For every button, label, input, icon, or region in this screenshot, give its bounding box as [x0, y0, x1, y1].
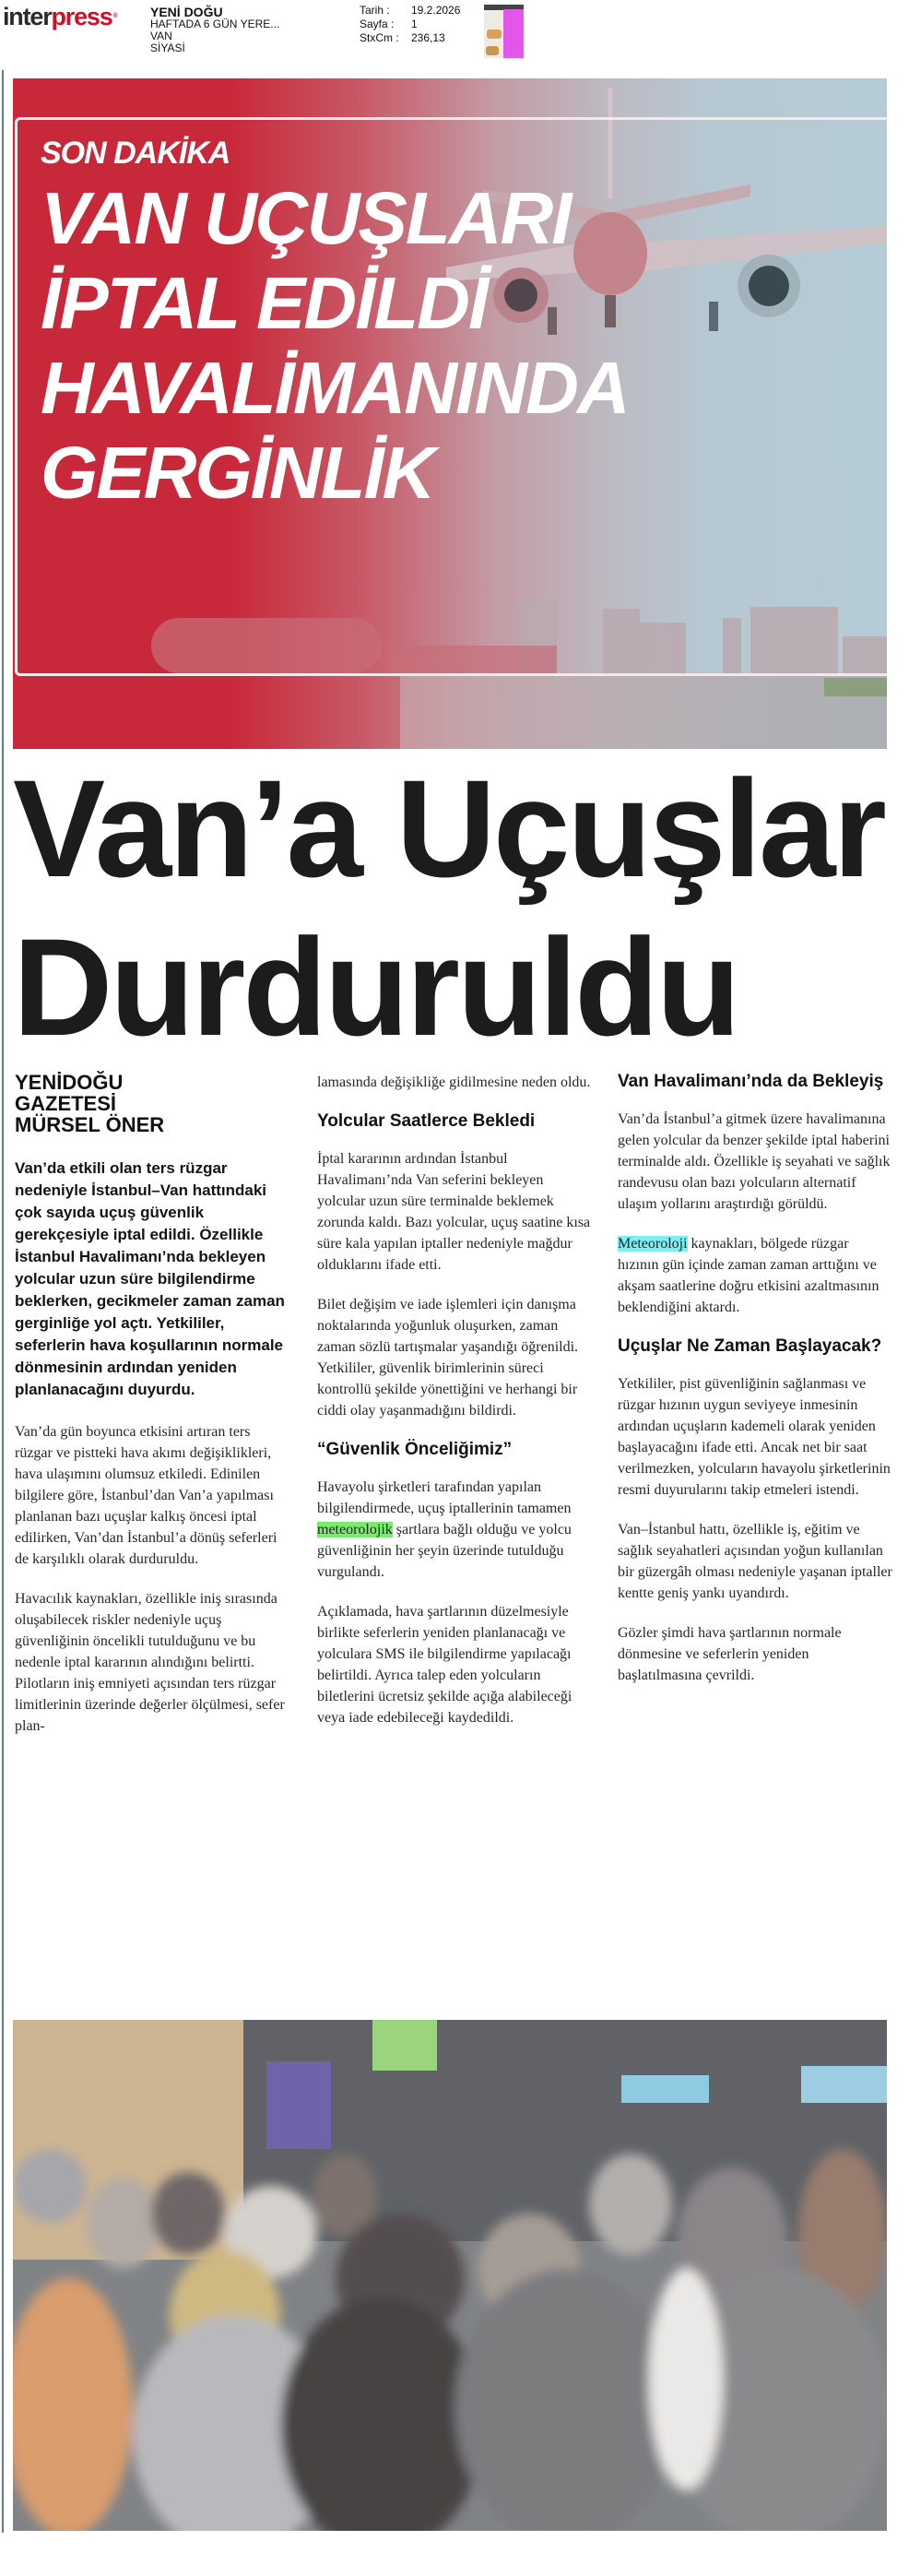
subheading-van-havalimani-bekleyis: Van Havalimanı’nda da Bekleyiş: [618, 1072, 884, 1091]
publication-category: SİYASİ: [150, 42, 185, 54]
paragraph: Yetkililer, pist güvenliğinin sağlanması ve rüzgar hızının uygun seviyeye inmesinin ardından uçuşların kademeli olarak yeniden başlayacağını ifade etti. Ancak net bir saat verilmezken, yolcuların havayolu şirketlerinin resmi duyurularını takip etmeleri istendi.: [618, 1376, 891, 1498]
hero-headline-line: İPTAL EDİLDİ: [41, 262, 488, 344]
page-thumbnail[interactable]: [484, 5, 524, 58]
paragraph: Van–İstanbul hattı, özellikle iş, eğitim ve sağlık seyahatleri açısından yoğun kullanılan bir güzergâh olması nedeniyle yaşanan iptaller kentte geniş yankı uyandırdı.: [618, 1522, 892, 1601]
hero-headline-line: GERGİNLİK: [41, 432, 434, 514]
article-column-1: [15, 1072, 289, 1755]
hero-headline-line: HAVALİMANINDA: [41, 347, 629, 429]
paragraph: Van’da gün boyunca etkisini artıran ters rüzgar ve pistteki hava akımı değişiklikleri, hava ulaşımını olumsuz etkiledi. Edinilen bilgilere göre, İstanbul’dan Van’a yapılması planlanan bazı uçuşlar kalkış öncesi iptal edilirken, Van’dan İstanbul’a dönüş seferleri de karşılıklı olarak durduruldu.: [15, 1424, 277, 1567]
paragraph: Meteoroloji kaynakları, bölgede rüzgar hızının gün içinde zaman zaman arttığını ve akşam saatlerine doğru etkisini azaltmasının beklendiğini aktardı.: [618, 1236, 879, 1315]
subheading-ucuslar-ne-zaman: Uçuşlar Ne Zaman Başlayacak?: [618, 1336, 882, 1356]
meta-stxcm: StxCm : 236,13: [360, 31, 445, 44]
article-column-2: [317, 1072, 592, 1747]
hero-image: [13, 78, 887, 749]
hero-text: [41, 134, 870, 516]
article-column-3: [618, 1072, 892, 1704]
paragraph: Havayolu şirketleri tarafından yapılan bilgilendirmede, uçuş iptallerinin tamamen meteorolojik şartlara bağlı olduğu ve yolcu güvenliğinin her şeyin üzerinde tutulduğu vurgulandı.: [317, 1479, 572, 1580]
page-left-rule: [2, 70, 4, 2533]
highlighted-keyword: meteorolojik: [317, 1522, 393, 1537]
publication-info: [150, 6, 344, 54]
subheading-guvenlik-onceligimiz: “Güvenlik Önceliğimiz”: [317, 1440, 513, 1459]
publication-name: YENİ DOĞU: [150, 5, 223, 19]
clipping-meta: [360, 4, 479, 45]
paragraph: Van’da İstanbul’a gitmek üzere havalimanına gelen yolcular da benzer şekilde iptal haberini terminalde aldı. Özellikle iş seyahati ve sağlık randevusu olan bazı yolcuların alternatif ulaşım yollarını araştırdığı görüldü.: [618, 1111, 891, 1212]
paragraph: Açıklamada, hava şartlarının düzelmesiyle birlikte seferlerin yeniden planlanacağı ve yolculara SMS ile bilgilendirme yapılacağı belirtildi. Ayrıca talep eden yolcuların biletlerini ücretsiz şekilde açığa alabileceği veya iade edebileceği kaydedildi.: [317, 1604, 573, 1726]
paragraph: İptal kararının ardından İstanbul Havalimanı’nda Van seferini bekleyen yolcular uzun süre terminalde beklemek zorunda kaldı. Bazı yolcular, uçuş saatine kısa süre kala yapılan iptaller nedeniyle mağdur olduklarını ifade etti.: [317, 1151, 591, 1273]
paragraph: Bilet değişim ve iade işlemleri için danışma noktalarında yoğunluk oluşurken, zaman zaman sözlü tartışmalar yaşandığı öğrenildi. Yetkililer, güvenlik birimlerinin süreci kontrollü şekilde yönettiğini ve herhangi bir ciddi olay yaşanmadığını bildirdi.: [317, 1297, 579, 1419]
publication-frequency: HAFTADA 6 GÜN YERE...: [150, 18, 280, 30]
crowd-photo-illustration: [13, 2020, 887, 2531]
clipping-header: [0, 0, 909, 66]
paragraph: Gözler şimdi hava şartlarının normale dönmesine ve seferlerin yeniden başlatılmasına çevrildi.: [618, 1625, 842, 1683]
subheading-yolcular-saatlerce-bekledi: Yolcular Saatlerce Bekledi: [317, 1111, 536, 1131]
byline: YENİDOĞU GAZETESİ MÜRSEL ÖNER: [15, 1071, 165, 1136]
meta-date: Tarih : 19.2.2026: [360, 4, 461, 17]
interpress-logo: interpress®: [3, 3, 117, 30]
main-headline-line-1: Van’a Uçuşlar: [13, 751, 884, 906]
meta-page: Sayfa : 1: [360, 18, 418, 30]
main-headline-line-2: Durduruldu: [13, 909, 738, 1064]
paragraph: Havacılık kaynakları, özellikle iniş sırasında oluşabilecek riskler nedeniyle uçuş güvenliğinin öncelikli tutulduğunu ve bu nedenle iptal kararının alındığını belirtti. Pilotların iniş emniyeti açısından ters rüzgar limitlerinin üzerinde değerler ölçülmesi, sefer plan-: [15, 1591, 285, 1734]
hero-headline-line: VAN UÇUŞLARI: [41, 177, 571, 259]
paragraph-continuation: lamasında değişikliğe gidilmesine neden oldu.: [317, 1074, 591, 1090]
publication-city: VAN: [150, 30, 172, 42]
hero-kicker: SON DAKİKA: [41, 136, 230, 171]
highlighted-keyword: Meteoroloji: [618, 1236, 688, 1252]
article-lead: Van’da etkili olan ters rüzgar nedeniyle İstanbul–Van hattındaki çok sayıda uçuş güvenlik gerekçesiyle iptal edildi. Özellikle İstanbul Havalimanı’nda bekleyen yolcular uzun süre bilgilendirme beklerken, gecikmeler zaman zaman gerginliğe yol açtı. Yetkililer, seferlerin hava koşullarının normale dönmesinin ardından yeniden planlanacağını duyurdu.: [15, 1159, 285, 1398]
clip-highlight-area: [503, 9, 524, 58]
terminal-crowd-photo: [13, 2020, 887, 2531]
runway: [400, 673, 887, 749]
